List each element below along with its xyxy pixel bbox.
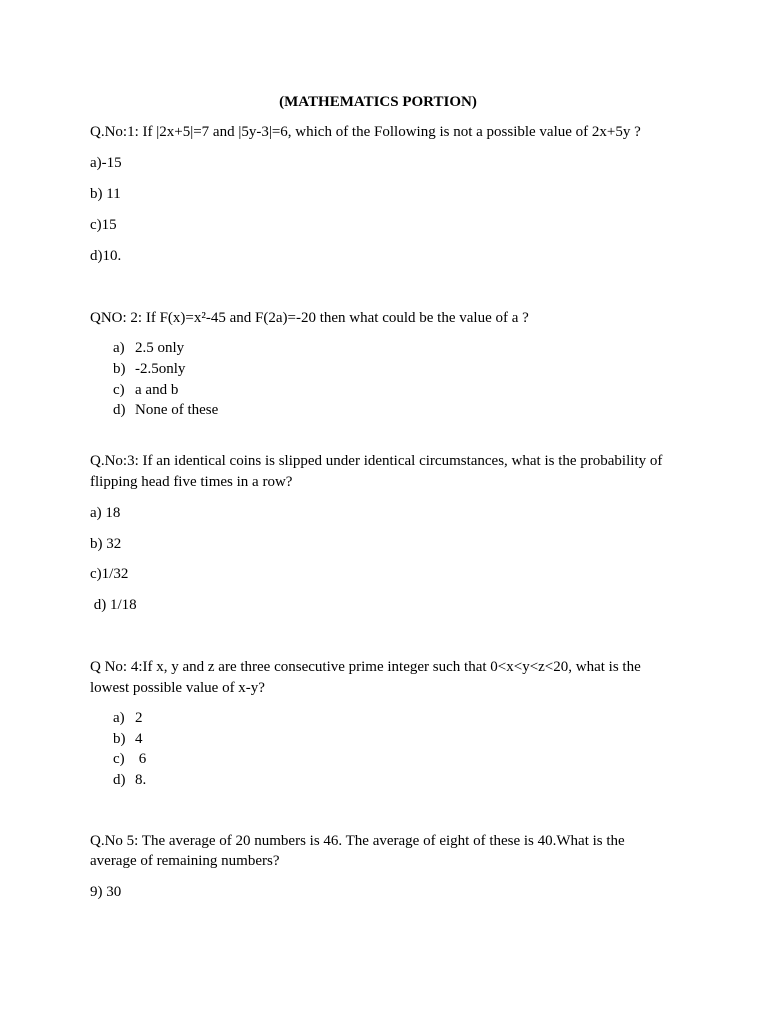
question-4-text-line-1: Q No: 4:If x, y and z are three consecutive prime integer such that 0<x<y<z<20, what is the [90,659,641,675]
option-marker: d) [113,402,126,418]
question-5-text-line-2: average of remaining numbers? [90,853,280,869]
question-1-option-d: d)10. [90,248,122,264]
option-text: None of these [135,402,219,418]
question-3-option-a: a) 18 [90,505,121,521]
option-marker: c) [113,751,125,767]
question-3-text-line-1: Q.No:3: If an identical coins is slipped under identical circumstances, what is the probability of [90,453,663,469]
question-4-text-line-2: lowest possible value of x-y? [90,680,265,696]
question-2-text: QNO: 2: If F(x)=x²-45 and F(2a)=-20 then what could be the value of a ? [90,310,529,326]
option-text: 4 [135,731,143,747]
question-1-option-c: c)15 [90,217,117,233]
option-marker: a) [113,710,125,726]
option-marker: b) [113,361,126,377]
question-3-option-d: d) 1/18 [90,597,137,613]
option-text: 2.5 only [135,340,185,356]
question-3-option-b: b) 32 [90,536,122,552]
question-3-option-c: c)1/32 [90,566,129,582]
option-text: 2 [135,710,143,726]
option-text: -2.5only [135,361,186,377]
option-marker: a) [113,340,125,356]
question-5-text-line-1: Q.No 5: The average of 20 numbers is 46. The average of eight of these is 40.What is the [90,833,625,849]
option-text: 6 [135,751,147,767]
option-marker: d) [113,772,126,788]
option-marker: b) [113,731,126,747]
question-1-option-b: b) 11 [90,186,121,202]
option-marker: c) [113,382,125,398]
option-text: a and b [135,382,179,398]
option-text: 8. [135,772,147,788]
question-1-text: Q.No:1: If |2x+5|=7 and |5y-3|=6, which of the Following is not a possible value of 2x+5y ? [90,124,641,140]
section-title: (MATHEMATICS PORTION) [279,94,477,110]
question-5-option-first: 9) 30 [90,884,122,900]
question-3-text-line-2: flipping head five times in a row? [90,474,293,490]
question-1-option-a: a)-15 [90,155,122,171]
